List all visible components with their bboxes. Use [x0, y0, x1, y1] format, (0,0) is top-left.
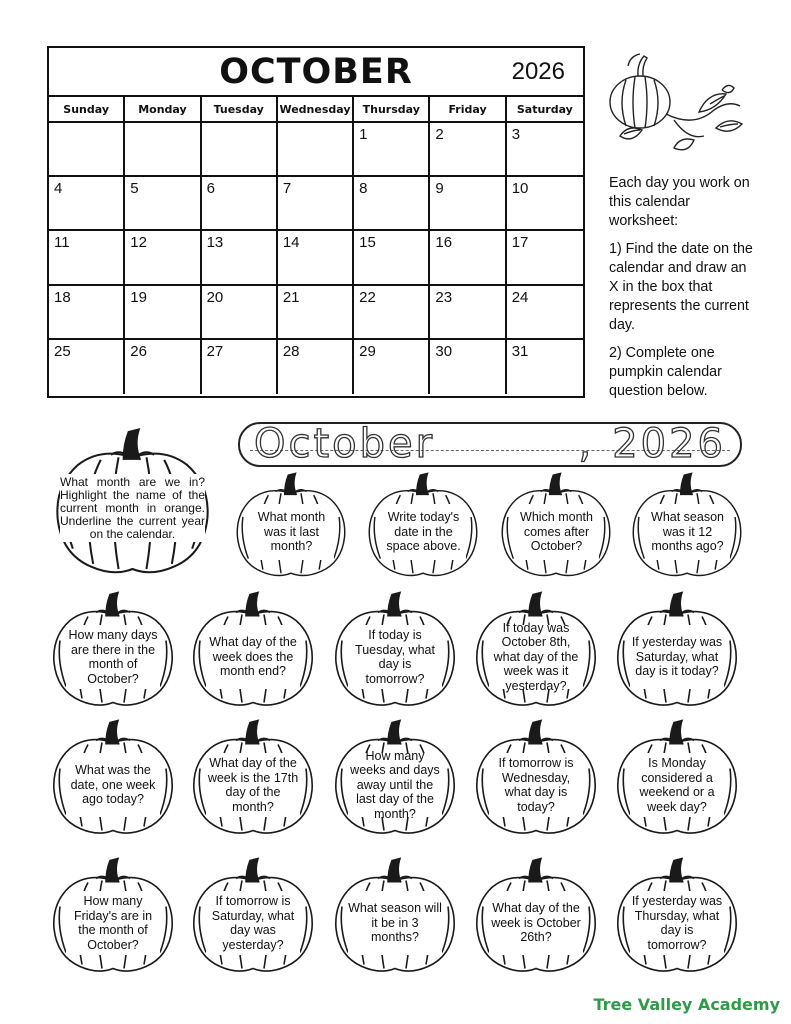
pumpkin-question-text: If tomorrow is Saturday, what day was yesterday?: [206, 891, 300, 955]
pumpkin-question-text: If tomorrow is Wednesday, what day is today?: [489, 753, 583, 817]
calendar-day-cell[interactable]: 15: [354, 231, 430, 285]
weekday-label: Sunday: [49, 97, 125, 121]
calendar-day-cell[interactable]: 31: [511, 342, 529, 360]
pumpkin-question-card: [364, 470, 482, 582]
pumpkin-question-text: How many days are there in the month of October?: [66, 625, 160, 689]
pumpkin-question-card: [188, 715, 318, 842]
calendar-day-cell[interactable]: 13: [202, 231, 278, 285]
pumpkin-question-card: [497, 470, 615, 582]
weekday-label: Monday: [125, 97, 201, 121]
pumpkin-question-card: [48, 587, 178, 714]
weekday-label: Saturday: [516, 102, 573, 116]
trace-comma: ,: [578, 421, 595, 467]
pumpkin-question-text: Which month comes after October?: [514, 504, 599, 560]
pumpkin-question-card: [471, 587, 601, 714]
pumpkin-question-text: What season was it 12 months ago?: [645, 504, 730, 560]
calendar-day-cell[interactable]: 10: [507, 177, 583, 231]
pumpkin-question-card: [628, 470, 746, 582]
pumpkin-question-text: How many Friday's are in the month of October?: [66, 891, 160, 955]
pumpkin-question-text: Is Monday considered a weekend or a week day?: [630, 753, 724, 817]
calendar-day-cell[interactable]: 21: [278, 286, 354, 340]
calendar-day-cell[interactable]: 7: [278, 177, 354, 231]
calendar-day-cell[interactable]: 17: [507, 231, 583, 285]
pumpkin-question-card: [612, 587, 742, 714]
calendar-header: [49, 48, 583, 97]
pumpkin-vine-icon: [604, 44, 746, 162]
pumpkin-question-text: What month are we in? Highlight the name of the current month in orange. Underline the current year on the calendar.: [60, 474, 205, 541]
calendar-day-cell[interactable]: 24: [507, 286, 583, 340]
pumpkin-question-card: [50, 424, 215, 582]
pumpkin-question-card: [330, 587, 460, 714]
pumpkin-question-text: If yesterday was Thursday, what day is tomorrow?: [630, 891, 724, 955]
instructions: [609, 174, 759, 410]
pumpkin-question-card: [232, 470, 350, 582]
calendar-day-cell[interactable]: 20: [202, 286, 278, 340]
calendar-day-cell[interactable]: 30: [430, 340, 506, 394]
instructions-intro: Each day you work on this calendar worksheet:: [609, 175, 750, 229]
calendar-day-cell[interactable]: 3: [507, 123, 583, 177]
weekday-label: Thursday: [354, 97, 430, 121]
pumpkin-question-text: What season will it be in 3 months?: [348, 891, 442, 955]
calendar-day-cell[interactable]: 26: [125, 340, 201, 394]
calendar-day-cell[interactable]: 4: [49, 177, 125, 231]
pumpkin-question-text: If yesterday was Saturday, what day is it today?: [630, 625, 724, 689]
pumpkin-question-text: Write today's date in the space above.: [381, 504, 466, 560]
calendar-day-cell[interactable]: 5: [125, 177, 201, 231]
calendar-day-cell[interactable]: 8: [354, 177, 430, 231]
calendar-day-cell[interactable]: 22: [354, 286, 430, 340]
calendar-day-cell[interactable]: 27: [202, 340, 278, 394]
calendar-day-cell[interactable]: 16: [430, 231, 506, 285]
pumpkin-question-card: [612, 853, 742, 980]
trace-month: October: [254, 421, 436, 467]
pumpkin-question-text: What was the date, one week ago today?: [66, 753, 160, 817]
calendar-year: 2026: [511, 58, 565, 85]
calendar-month: OCTOBER: [219, 52, 413, 92]
calendar-day-cell[interactable]: 18: [49, 286, 125, 340]
calendar-day-cell[interactable]: 2: [430, 123, 506, 177]
tracing-text: [254, 421, 726, 467]
trace-year: 2026: [612, 421, 726, 467]
pumpkin-question-card: [471, 715, 601, 842]
calendar-day-cell[interactable]: 23: [430, 286, 506, 340]
calendar-day-cell[interactable]: 6: [202, 177, 278, 231]
calendar-day-cell[interactable]: 9: [430, 177, 506, 231]
pumpkin-question-text: How many weeks and days away until the last day of the month?: [348, 753, 442, 817]
pumpkin-question-card: [48, 715, 178, 842]
brand-footer: Tree Valley Academy: [593, 995, 780, 1014]
calendar-day-cell[interactable]: [125, 123, 201, 177]
calendar-day-cell[interactable]: 1: [354, 123, 430, 177]
pumpkin-question-card: [188, 853, 318, 980]
calendar-day-cell[interactable]: 11: [49, 231, 125, 285]
calendar-grid: [49, 123, 583, 394]
pumpkin-question-card: [330, 715, 460, 842]
instructions-step-2: 2) Complete one pumpkin calendar question below.: [609, 345, 722, 399]
calendar-day-cell[interactable]: [202, 123, 278, 177]
weekday-label: Friday: [430, 97, 506, 121]
pumpkin-question-card: [612, 715, 742, 842]
instructions-step-1: 1) Find the date on the calendar and draw an X in the box that represents the current day.: [609, 241, 753, 333]
date-tracing-box[interactable]: [238, 422, 742, 467]
pumpkin-question-text: What day of the week is the 17th day of the month?: [206, 753, 300, 817]
calendar-day-cell[interactable]: 12: [125, 231, 201, 285]
calendar-day-cell[interactable]: [49, 123, 125, 177]
pumpkin-question-card: [471, 853, 601, 980]
pumpkin-question-card: [330, 853, 460, 980]
pumpkin-question-text: What day of the week is October 26th?: [489, 891, 583, 955]
pumpkin-question-card: [188, 587, 318, 714]
pumpkin-question-text: What month was it last month?: [249, 504, 334, 560]
pumpkin-question-text: If today is Tuesday, what day is tomorrow?: [348, 625, 442, 689]
calendar-day-cell[interactable]: 19: [125, 286, 201, 340]
weekday-label: Tuesday: [202, 97, 278, 121]
calendar-day-cell[interactable]: [278, 123, 354, 177]
pumpkin-question-text: If today was October 8th, what day of the week was it yesterday?: [489, 625, 583, 689]
pumpkin-question-card: [48, 853, 178, 980]
weekday-label: Wednesday: [278, 97, 354, 121]
pumpkin-question-text: What day of the week does the month end?: [206, 625, 300, 689]
calendar-day-cell[interactable]: 29: [354, 340, 430, 394]
calendar-day-cell[interactable]: 14: [278, 231, 354, 285]
calendar: [47, 46, 585, 398]
calendar-day-cell[interactable]: 28: [278, 340, 354, 394]
calendar-day-cell[interactable]: 25: [49, 340, 125, 394]
weekday-header-row: [49, 97, 583, 123]
